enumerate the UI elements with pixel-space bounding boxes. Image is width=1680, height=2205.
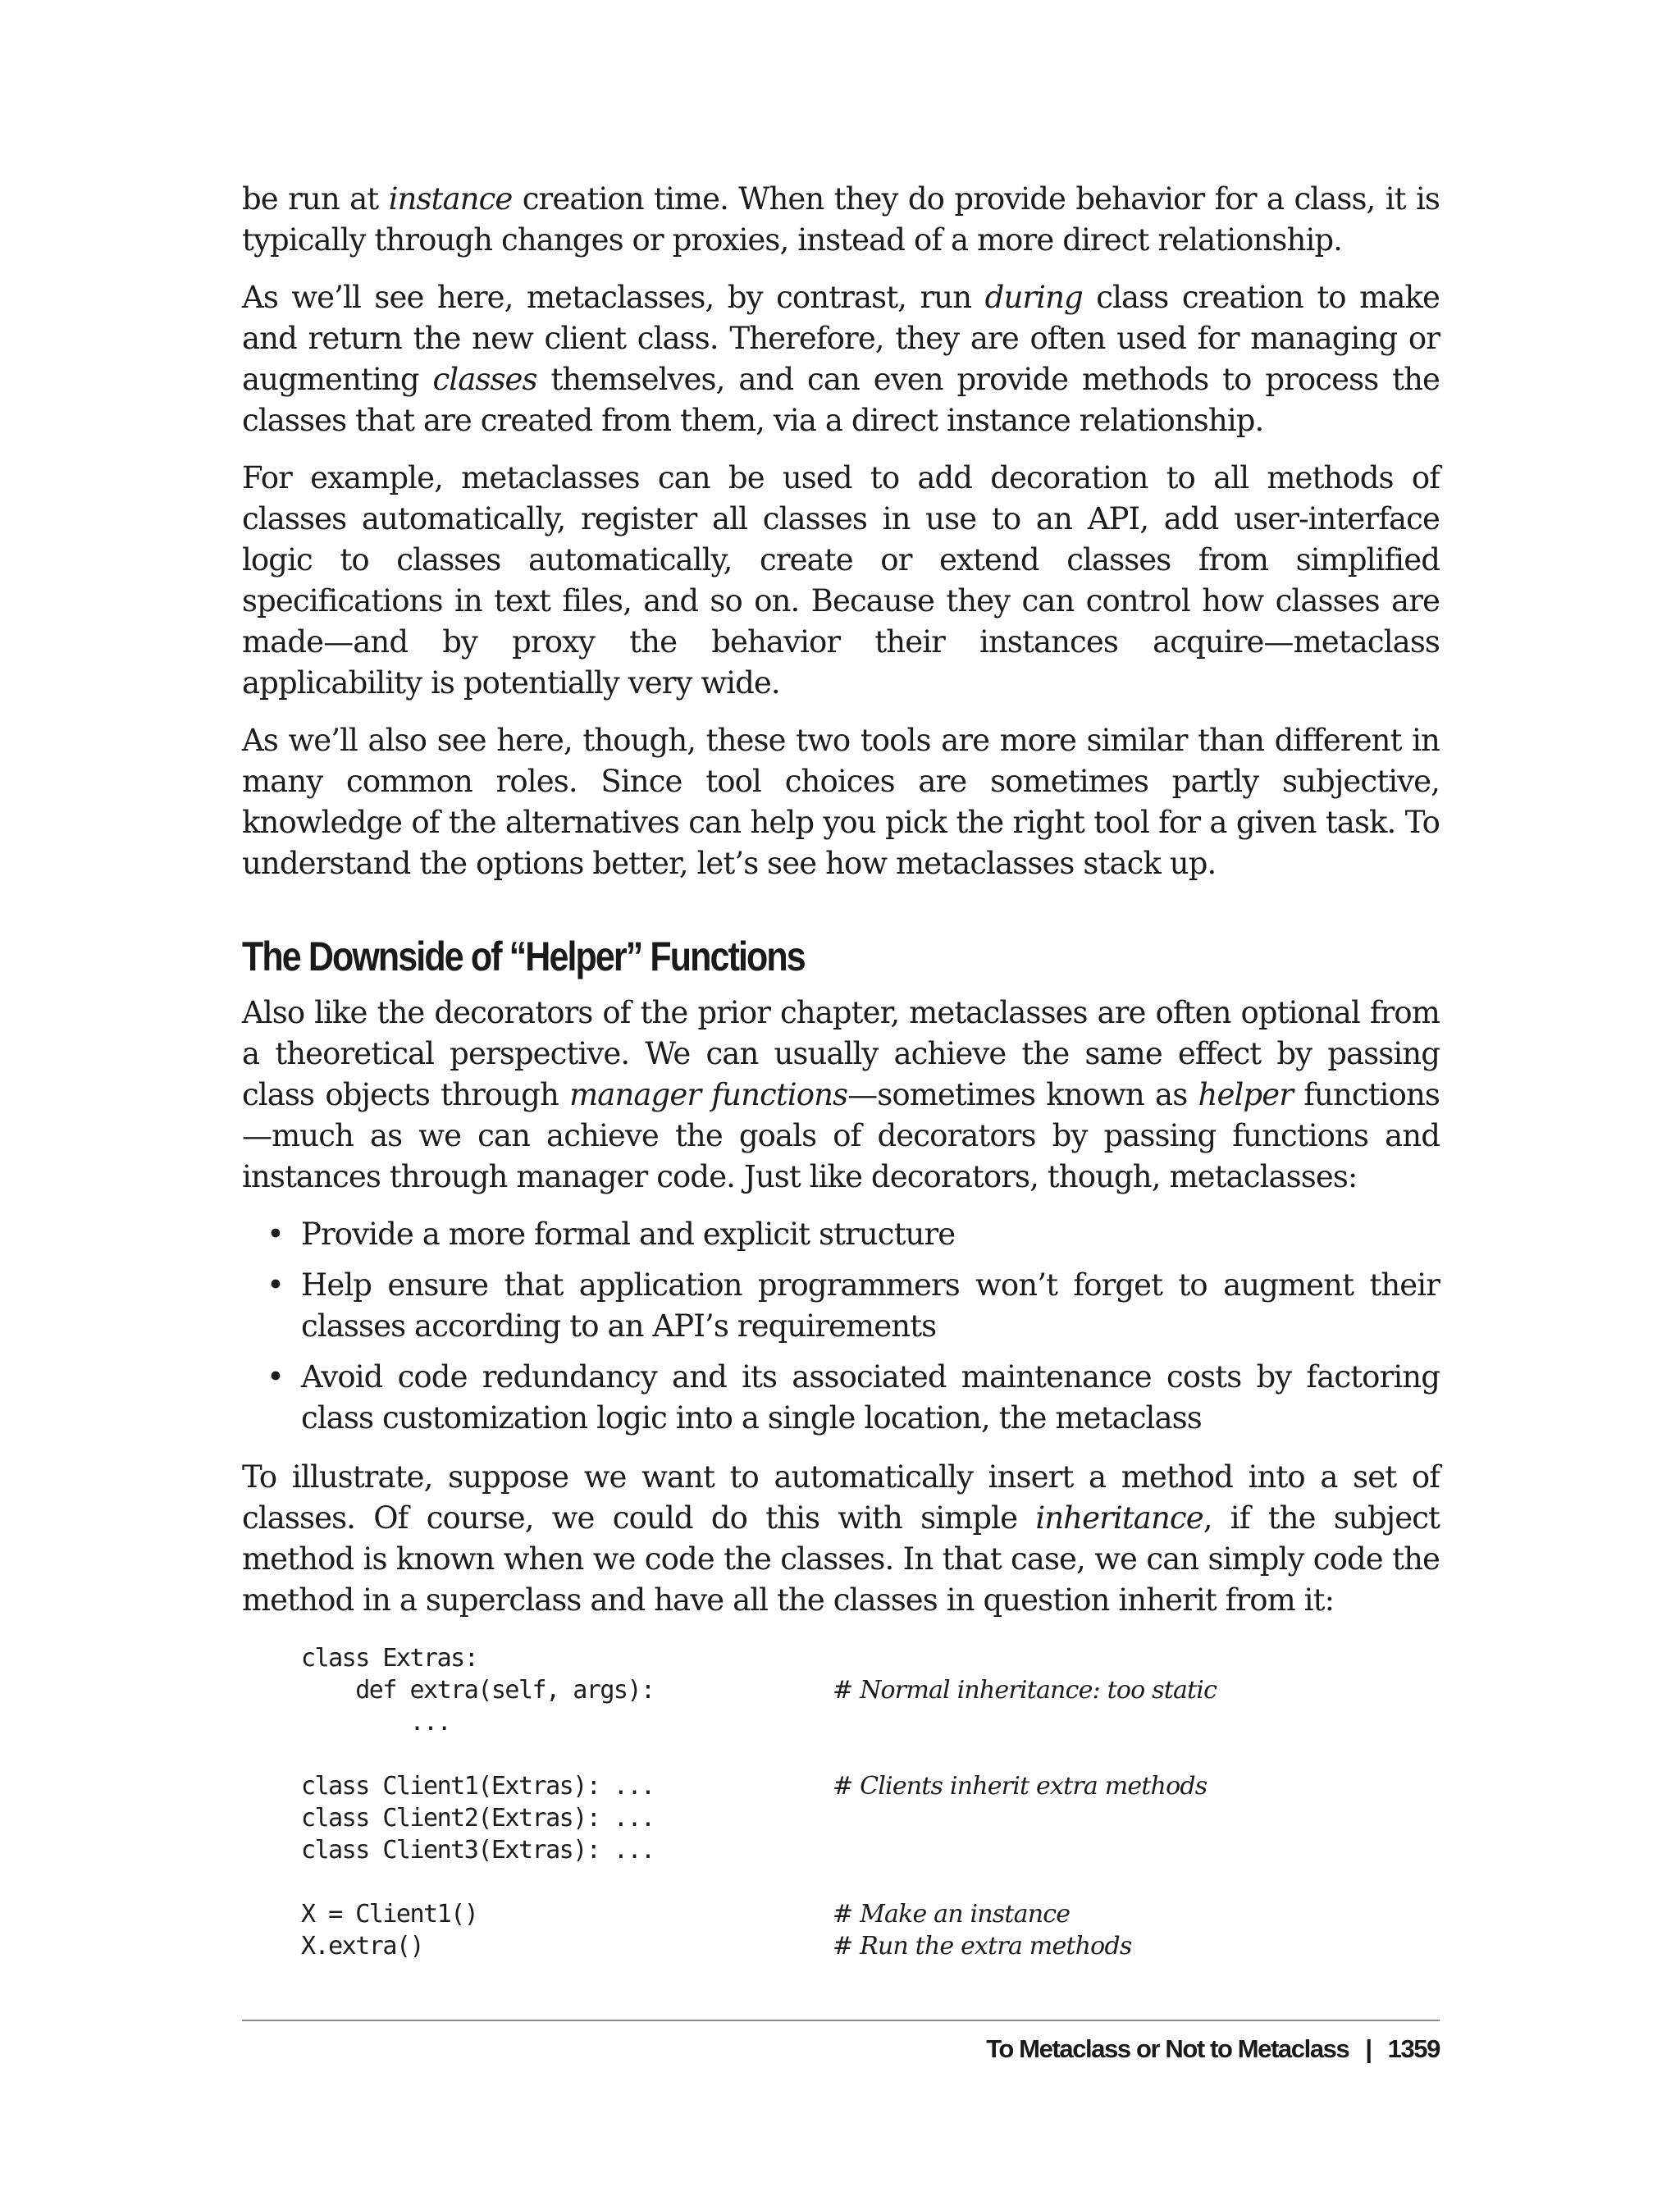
code-text: class Client2(Extras): ...: [301, 1804, 655, 1833]
emphasized-text: during: [984, 280, 1083, 315]
code-comment: # Run the extra methods: [833, 1932, 1132, 1961]
bullet-icon: •: [267, 1267, 284, 1303]
text-run: As we’ll also see here, though, these two tools are more similar than different in many common roles. Since tool choices are sometimes partly subjective, knowledge of the alternatives can help you pick the right tool for a given task. To understand the options better, let’s see how metaclasses stack up.: [242, 723, 1440, 881]
code-text: X = Client1(): [301, 1900, 478, 1929]
code-comment: # Clients inherit extra methods: [833, 1772, 1208, 1801]
bullet-icon: •: [267, 1217, 284, 1252]
page-footer: [986, 2033, 1440, 2066]
code-line: [301, 1866, 1440, 1898]
bullet-item: [242, 1265, 1440, 1347]
footer-chapter-title: To Metaclass or Not to Metaclass: [986, 2034, 1349, 2063]
emphasized-text: inheritance: [1035, 1500, 1203, 1536]
emphasized-text: helper: [1198, 1077, 1293, 1112]
text-run: be run at: [242, 181, 389, 217]
bullet-text: Avoid code redundancy and its associated maintenance costs by factoring class customization logic into a single location, the metaclass: [301, 1359, 1440, 1436]
body-paragraph: [242, 720, 1440, 884]
bullet-list: [242, 1214, 1440, 1439]
footer-rule: [242, 2020, 1440, 2021]
bullet-text: Provide a more formal and explicit structure: [301, 1217, 956, 1252]
text-run: , if the subject method is known when we code the classes. In that case, we can simply code the method in a superclass and have all the classes in question inherit from it:: [242, 1500, 1440, 1618]
code-line: [301, 1738, 1440, 1770]
text-run: themselves, and can even provide methods to process the classes that are created from them, via a direct instance relationship.: [242, 362, 1440, 438]
text-run: creation time. When they do provide behavior for a class, it is typically through changes or proxies, instead of a more direct relationship.: [242, 181, 1440, 258]
body-paragraph: [242, 179, 1440, 261]
text-run: functions—much as we can achieve the goals of decorators by passing functions and instances through manager code. Just like decorators, though, metaclasses:: [242, 1077, 1440, 1194]
code-line: [301, 1642, 1440, 1674]
code-line: [301, 1674, 1440, 1706]
emphasized-text: instance: [388, 181, 513, 217]
illustration-paragraph: [242, 1457, 1440, 1621]
bullet-icon: •: [267, 1359, 284, 1395]
code-comment: # Normal inheritance: too static: [833, 1676, 1217, 1705]
code-line: [301, 1706, 1440, 1738]
intro-paragraphs: [242, 179, 1440, 884]
code-text: class Extras:: [301, 1644, 478, 1673]
code-line: [301, 1834, 1440, 1866]
page-number: 1359: [1387, 2034, 1440, 2063]
code-text: ...: [301, 1708, 451, 1737]
code-text: class Client1(Extras): ...: [301, 1772, 655, 1801]
code-text: class Client3(Extras): ...: [301, 1836, 655, 1865]
bullet-item: [242, 1214, 1440, 1255]
bullet-text: Help ensure that application programmers won’t forget to augment their classes according to an API’s requirements: [301, 1267, 1440, 1344]
text-run: Also like the decorators of the prior chapter, metaclasses are often optional from a theoretical perspective. We can usually achieve the same effect by passing class objects through: [242, 995, 1440, 1112]
body-paragraph: [242, 277, 1440, 441]
text-run: For example, metaclasses can be used to add decoration to all methods of classes automatically, register all classes in use to an API, add user-interface logic to classes automatically, create or extend classes from simplified specifications in text files, and so on. Because they can control how classes are made—and by proxy the behavior their instances acquire—metaclass applicability is potentially very wide.: [242, 460, 1440, 701]
section-heading: The Downside of “Helper” Functions: [242, 934, 805, 979]
emphasized-text: manager functions: [569, 1077, 848, 1112]
text-run: —sometimes known as: [847, 1077, 1198, 1112]
section-intro-paragraph: [242, 993, 1440, 1198]
text-column: [242, 179, 1440, 1962]
emphasized-text: classes: [432, 362, 537, 397]
body-paragraph: [242, 458, 1440, 704]
code-line: [301, 1930, 1440, 1962]
code-line: [301, 1770, 1440, 1802]
code-line: [301, 1802, 1440, 1834]
code-text: def extra(self, args):: [301, 1676, 655, 1705]
footer-separator: |: [1365, 2034, 1372, 2063]
bullet-item: [242, 1357, 1440, 1439]
text-run: class creation to make and return the new client class. Therefore, they are often used for managing or augmenting: [242, 280, 1440, 397]
text-run: To illustrate, suppose we want to automatically insert a method into a set of classes. Of course, we could do this with simple: [242, 1459, 1440, 1536]
code-block: [301, 1642, 1440, 1962]
code-line: [301, 1898, 1440, 1930]
code-comment: # Make an instance: [833, 1900, 1071, 1929]
code-text: X.extra(): [301, 1932, 424, 1961]
text-run: As we’ll see here, metaclasses, by contrast, run: [242, 280, 985, 315]
